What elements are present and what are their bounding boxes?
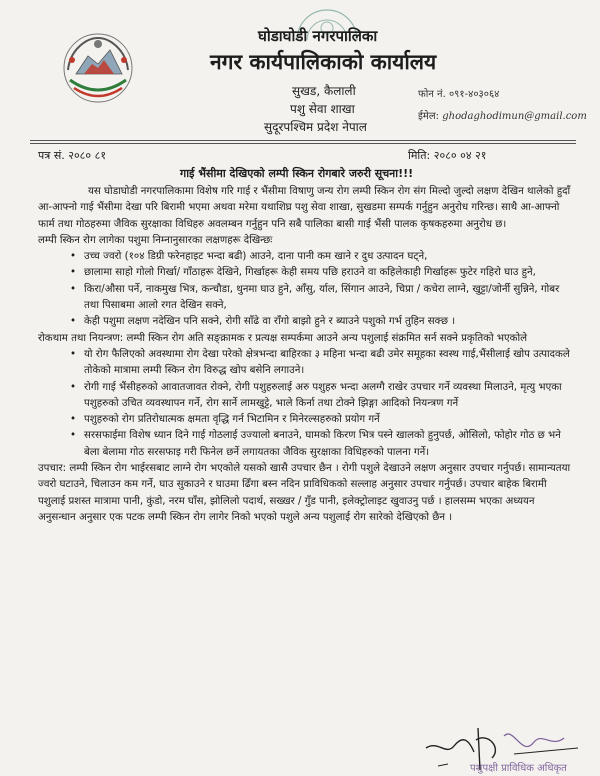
treatment-paragraph: उपचार: लम्पी स्किन रोग भाईरसबाट लाग्ने रोग भएकोले यसको खासै उपचार छैन । रोगी पशुले देखाउने लक्षण अनुसार उपचार गर्नुपर्छ। सामान्यतया ज्वरो घटाउने, चिलाउन कम गर्ने, घाउ सुकाउने र घाउमा ढिँगा बस्न नदिन प्राविधिकको सल्लाह अनुसार उपचार गर्नुपर्छ। उपचार बाहेक बिरामी पशुलाई प्रशस्त मात्रामा पानी, कुंडो, नरम घाँस, झोलिलो पदार्थ, सख्खर / गुँड पानी, इलेक्ट्रोलाइट खुवाउनु पर्छ । हालसम्म भएका अध्ययन अनुसन्धान अनुसार एक पटक लम्पी स्किन रोग लागेर निको भएको पशुले अन्य पशुलाई रोग सारेको देखिएको छैन । [38,463,571,523]
letter-date: मिति: २०८० ०४ २१ [408,149,487,162]
province-name: सुदूरपश्चिम प्रदेश नेपाल [264,120,367,134]
email-line [418,108,587,122]
header-divider-second [30,143,576,144]
symptoms-heading: लम्पी स्किन रोग लागेका पशुमा निम्नानुसारका लक्षणहरू देखिन्छः [38,234,273,246]
list-item: • किरा/औसा पर्ने, नाकमुख भित्र, कन्चौडा, थुनमा घाउ हुने, आँसु, र्याल, सिंगान आउने, चिप्रा / कचेरा लाग्ने, खुट्टा/जोर्नी सुन्निने, गोबर तथा पिसाबमा आलो रगत देखिन सक्ने, [84,282,572,315]
list-item: • उच्च ज्वरो (१०४ डिग्री फरेनहाइट भन्दा बढी) आउने, दाना पानी कम खाने र दुध उत्पादन घट्ने, [84,249,572,265]
phone-label: फोन नं. [418,89,446,100]
email-value: ghodaghodimun@gmail.com [442,111,587,122]
email-label: ईमेल: [418,111,440,122]
symptoms-list [38,249,572,330]
list-item: • केही पशुमा लक्षण नदेखिन पनि सक्ने, रोगी साँढे वा राँगो बाझो हुने र ब्याउने पशुको गर्भ तुहिन सक्छ । [84,314,572,330]
header-divider [30,140,576,141]
prevention-heading: रोकथाम तथा नियन्त्रण: लम्पी स्किन रोग अति सङ्क्रामक र प्रत्यक्ष सम्पर्कमा आउने अन्य पशुलाई संक्रमित सर्न सक्ने प्रकृतिको भएकोले [38,332,528,344]
official-stamp: पशुपक्षी प्राविधिक अधिकृत [470,763,567,774]
prevention-list [38,347,572,461]
contact-block [418,86,587,130]
reference-number: पत्र सं. २०८० ८१ [38,149,107,162]
list-item: • रोगी गाई भैंसीहरुको आवातजावत रोक्ने, रोगी पशुहरुलाई अरु पशुहरु भन्दा अलग्गै राखेर उपचार गर्ने व्यवस्था मिलाउने, मृत्यु भएका पशुहरुको उचित व्यवस्थापन गर्ने, रोग सार्ने लामखुट्टे, भाले किर्ना तथा टोक्ने झिङ्गा आदिको नियन्त्रण गर्ने [84,380,572,413]
notice-subject: गाई भैंसीमा देखिएको लम्पी स्किन रोगबारे जरुरी सूचना!!! [180,167,414,180]
phone-line [418,86,587,100]
office-location: सुखड, कैलाली [292,84,356,98]
intro-paragraph: यस घोडाघोडी नगरपालिकामा विशेष गरि गाई र भैंसीमा विषाणु जन्य रोग लम्पी स्किन रोग संग मिल्दो जुल्दो लक्षण देखिन थालेको हुदाँ आ-आफ्नो गाई भैंसीमा देखा परि बिरामी भएमा अथवा मरेमा यथाशिघ्र पशु सेवा शाखा, सुखडमा सम्पर्क गर्नुहुन अनुरोध गरिन्छ। साथै आ-आफ्नो फार्म तथा गोठहरुमा जैविक सुरक्षाका विधिहरु अवलम्बन गर्नुहुन पनि सबै पालिका बासी गाई भैंसी पालक कृषकहरुमा अनुरोध छ। [38,186,571,230]
municipality-name: घोडाघोडी नगरपालिका [258,27,378,45]
office-title: नगर कार्यपालिकाको कार्यालय [210,50,437,74]
list-item: • पशुहरुको रोग प्रतिरोधात्मक क्षमता वृद्धि गर्न भिटामिन र मिनेरल्सहरुको प्रयोग गर्ने [84,412,572,428]
nepal-emblem-icon [58,30,138,106]
notice-body [38,184,572,526]
list-item: • यो रोग फैलिएको अवस्थामा रोग देखा परेको क्षेत्रभन्दा बाहिरका ३ महिना भन्दा बढी उमेर समूहका स्वस्थ गाई,भैंसीलाई खोप उत्पादकले तोकेको मात्रामा लम्पी स्किन रोग विरुद्ध खोप बसेनि लगाउने। [84,347,572,380]
phone-value: ०९१-४०३०६४ [448,89,500,100]
list-item: • सरसफाईमा विशेष ध्यान दिने गाई गोठलाई उज्यालो बनाउने, घामको किरण भित्र पस्ने खालको हुनुपर्छ, ओसिलो, फोहोर गोठ छ भने बेला बेलामा गोठ सरसफाइ गरी फिनेल छर्ने लगायतका जैविक सुरक्षाका विधिहरुको पालना गर्ने। [84,428,572,461]
section-name: पशु सेवा शाखा [290,102,355,116]
list-item: • छालामा साहो गोलो गिर्खा/ गाँठाहरू देखिने, गिर्खाहरू केही समय पछि हराउने वा कहिलेकाही गिर्खाहरू फुटेर गहिरो घाउ हुने, [84,265,572,281]
